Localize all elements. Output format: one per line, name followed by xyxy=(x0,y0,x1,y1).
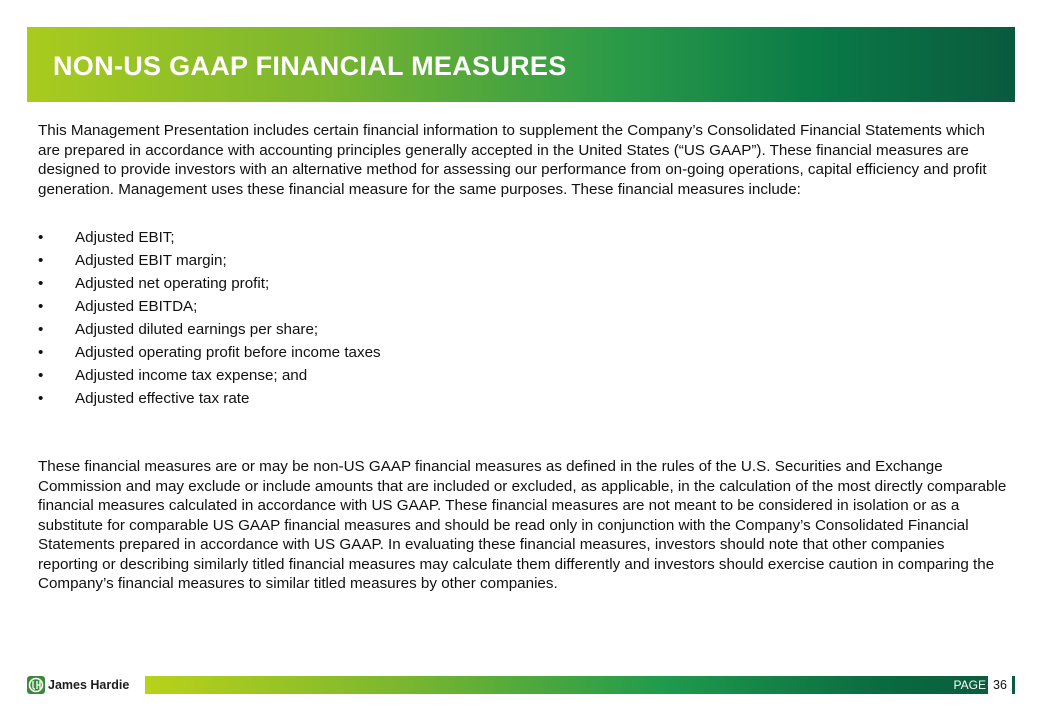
list-item xyxy=(38,251,938,274)
list-item-label: Adjusted EBITDA; xyxy=(75,298,198,315)
list-item-label: Adjusted EBIT; xyxy=(75,229,175,246)
title-banner xyxy=(27,27,1015,102)
bullet-icon: • xyxy=(38,390,44,407)
company-logo xyxy=(27,675,129,695)
list-item-label: Adjusted operating profit before income taxes xyxy=(75,344,381,361)
james-hardie-logo-icon xyxy=(27,676,45,694)
list-item xyxy=(38,274,938,297)
bullet-icon: • xyxy=(38,321,44,338)
bullet-icon: • xyxy=(38,367,44,384)
list-item-label: Adjusted income tax expense; and xyxy=(75,367,308,384)
list-item-label: Adjusted EBIT margin; xyxy=(75,252,227,269)
bullet-icon: • xyxy=(38,229,44,246)
bullet-icon: • xyxy=(38,275,44,292)
list-item xyxy=(38,297,938,320)
list-item-label: Adjusted net operating profit; xyxy=(75,275,270,292)
page-title: NON-US GAAP FINANCIAL MEASURES xyxy=(53,51,567,81)
list-item xyxy=(38,228,938,251)
intro-paragraph: This Management Presentation includes certain financial information to supplement the Company’s Consolidated Financial Statements which are prepared in accordance with accounting principles generally accepted in the United States (“US GAAP”). These financial measures are designed to provide investors with an alternative method for assessing our performance from on-going operations, capital efficiency and profit generation. Management uses these financial measure for the same purposes. These financial measures include: xyxy=(38,122,987,198)
list-item xyxy=(38,366,938,389)
bullet-icon: • xyxy=(38,298,44,315)
measures-list xyxy=(38,228,938,412)
page-label: PAGE xyxy=(953,678,986,692)
list-item-label: Adjusted effective tax rate xyxy=(75,390,250,407)
list-item xyxy=(38,343,938,366)
logo-wordmark: James Hardie xyxy=(48,678,130,692)
closing-paragraph: These financial measures are or may be non-US GAAP financial measures as defined in the rules of the U.S. Securities and Exchange Commission and may exclude or include amounts that are included or excluded, as applicable, in the calculation of the most directly comparable financial measures calculated in accordance with US GAAP. These financial measures are not meant to be considered in isolation or as a substitute for comparable US GAAP financial measures and should be read only in conjunction with the Company’s Consolidated Financial Statements prepared in accordance with US GAAP. In evaluating these financial measures, investors should note that other companies reporting or describing similarly titled financial measures may calculate them differently and investors should exercise caution in comparing the Company’s financial measures to similar titled measures by other companies. xyxy=(38,458,1007,592)
list-item xyxy=(38,320,938,343)
list-item xyxy=(38,389,938,412)
list-item-label: Adjusted diluted earnings per share; xyxy=(75,321,319,338)
bullet-icon: • xyxy=(38,344,44,361)
bullet-icon: • xyxy=(38,252,44,269)
page-number: 36 xyxy=(988,676,1012,694)
footer-bar xyxy=(145,676,1015,694)
